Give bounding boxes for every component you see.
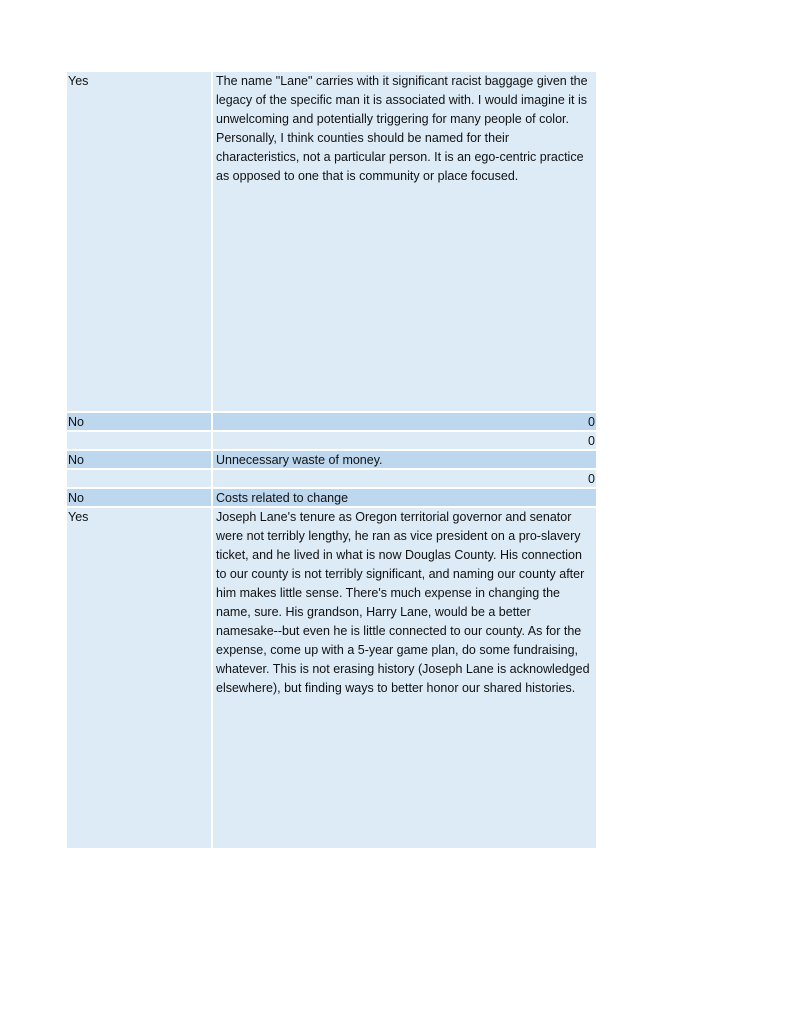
table-row <box>67 489 596 508</box>
answer-cell[interactable]: No <box>67 413 213 430</box>
answer-cell[interactable]: Yes <box>67 508 213 848</box>
table-row <box>67 72 596 413</box>
answer-cell[interactable]: No <box>67 451 213 468</box>
answer-cell[interactable] <box>67 470 213 487</box>
table-row <box>67 432 596 451</box>
comment-cell[interactable]: Unnecessary waste of money. <box>216 453 383 467</box>
table-row <box>67 470 596 489</box>
table-row <box>67 451 596 470</box>
answer-cell[interactable]: No <box>67 489 213 506</box>
comment-cell[interactable]: Costs related to change <box>216 491 349 505</box>
table-row <box>67 413 596 432</box>
answer-cell[interactable] <box>67 432 213 449</box>
comment-cell[interactable]: 0 <box>588 415 595 429</box>
table-row <box>67 508 596 848</box>
comment-cell[interactable]: 0 <box>588 434 595 448</box>
comment-cell[interactable]: Joseph Lane's tenure as Oregon territorial governor and senator were not terribly lengthy, he ran as vice president on a pro-slavery ticket, and he lived in what is now Douglas County. His connection to our county is not terribly significant, and naming our county after him makes little sense. There's much expense in changing the name, sure. His grandson, Harry Lane, would be a better namesake--but even he is little connected to our county. As for the expense, come up with a 5-year game plan, do some fundraising, whatever. This is not erasing history (Joseph Lane is acknowledged elsewhere), but finding ways to better honor our shared histories. <box>216 510 594 695</box>
spreadsheet-table <box>67 72 596 848</box>
answer-cell[interactable]: Yes <box>67 72 213 411</box>
comment-cell[interactable]: 0 <box>588 472 595 486</box>
comment-cell[interactable]: The name "Lane" carries with it significant racist baggage given the legacy of the specific man it is associated with. I would imagine it is unwelcoming and potentially triggering for many people of color. Personally, I think counties should be named for their characteristics, not a particular person. It is an ego-centric practice as opposed to one that is community or place focused. <box>216 74 592 183</box>
